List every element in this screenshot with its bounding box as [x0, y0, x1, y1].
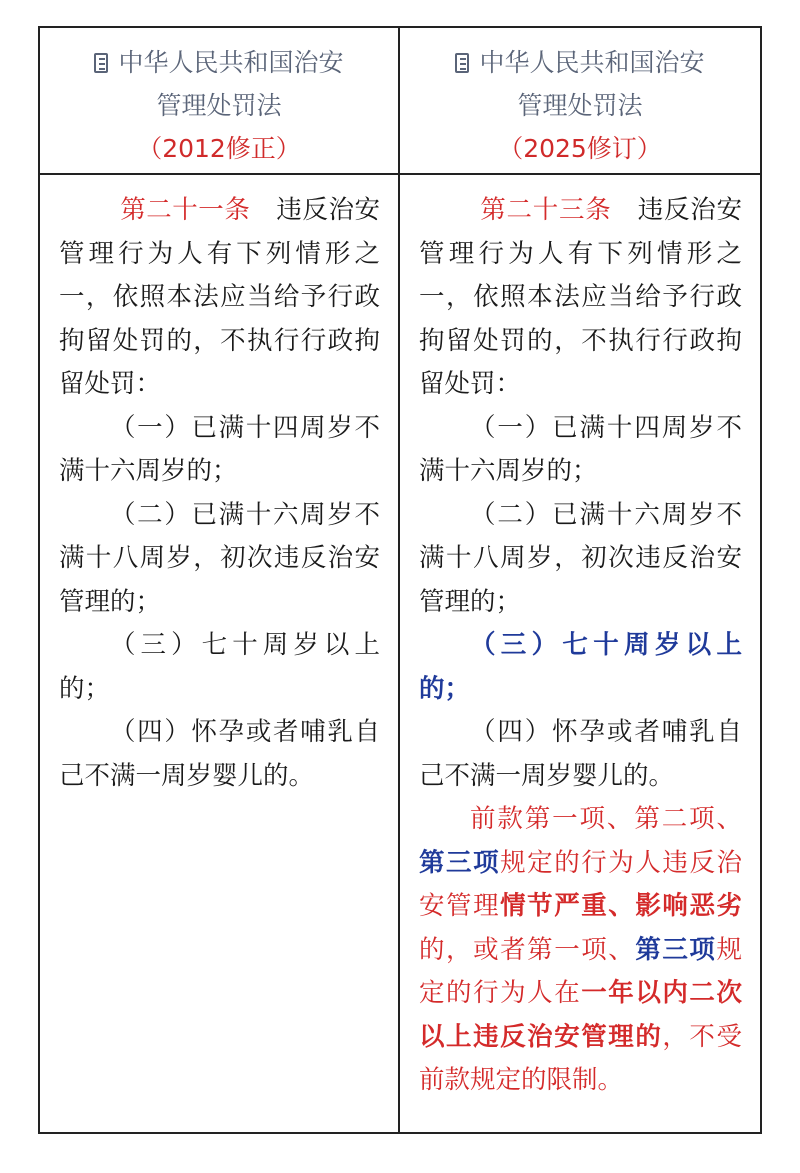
article-item — [59, 624, 380, 711]
article-item — [59, 711, 380, 798]
text-segment: 的，或者第一项、 — [419, 934, 636, 965]
text-segment: ，不受前款规定的限制。 — [419, 1021, 742, 1095]
document-icon — [455, 53, 469, 73]
text-segment: 前款第一项、第二项、 — [470, 804, 742, 834]
text-segment: （二）已满十六周岁不满十八周岁，初次违反治安管理的； — [419, 499, 742, 617]
article-item — [59, 407, 380, 494]
document-icon — [94, 53, 108, 73]
law-title-line2: 管理处罚法 — [156, 91, 282, 120]
law-title-line1: 中华人民共和国治安 — [118, 48, 344, 77]
law-title-line1: 中华人民共和国治安 — [479, 48, 705, 77]
text-segment: （一）已满十四周岁不满十六周岁的； — [59, 412, 380, 486]
text-segment: 情节严重、影响恶劣 — [500, 891, 742, 921]
article-item — [419, 494, 742, 625]
article-item — [419, 798, 742, 1103]
text-segment: （二）已满十六周岁不满十八周岁，初次违反治安管理的； — [59, 499, 380, 617]
text-segment: （一）已满十四周岁不满十六周岁的； — [419, 412, 742, 486]
text-segment: 规定的行为人违反治安管理 — [419, 847, 742, 921]
article-item — [59, 494, 380, 625]
article-number: 第二十一条 — [120, 195, 251, 225]
text-segment: （四）怀孕或者哺乳自己不满一周岁婴儿的。 — [419, 717, 742, 791]
header-2025 — [400, 28, 760, 175]
text-segment: （三）七十周岁以上的； — [419, 630, 742, 704]
article-item — [419, 711, 742, 798]
article-paragraph — [419, 189, 742, 407]
version-label: （2012修正） — [137, 134, 301, 163]
article-item — [419, 624, 742, 711]
text-segment: 第三项 — [419, 847, 501, 878]
article-paragraph — [59, 189, 380, 407]
text-segment: （三）七十周岁以上的； — [59, 630, 380, 704]
text-segment: 规定的行为人在 — [419, 934, 742, 1008]
article-item — [419, 407, 742, 494]
article-2012-text — [40, 175, 400, 1132]
text-segment: 违反治安管理行为人有下列情形之一，依照本法应当给予行政拘留处罚的，不执行行政拘留处罚： — [59, 195, 380, 399]
text-segment: 第三项 — [635, 934, 717, 965]
text-segment: 违反治安管理行为人有下列情形之一，依照本法应当给予行政拘留处罚的，不执行行政拘留处罚： — [419, 195, 742, 399]
article-number: 第二十三条 — [480, 195, 612, 225]
version-label: （2025修订） — [498, 134, 662, 163]
comparison-table — [38, 26, 762, 1134]
header-2012 — [40, 28, 400, 175]
article-2025-text — [400, 175, 760, 1132]
text-segment: （四）怀孕或者哺乳自己不满一周岁婴儿的。 — [59, 717, 380, 791]
law-title-line2: 管理处罚法 — [517, 91, 643, 120]
text-segment: 一年以内二次以上违反治安管理的 — [419, 978, 742, 1052]
